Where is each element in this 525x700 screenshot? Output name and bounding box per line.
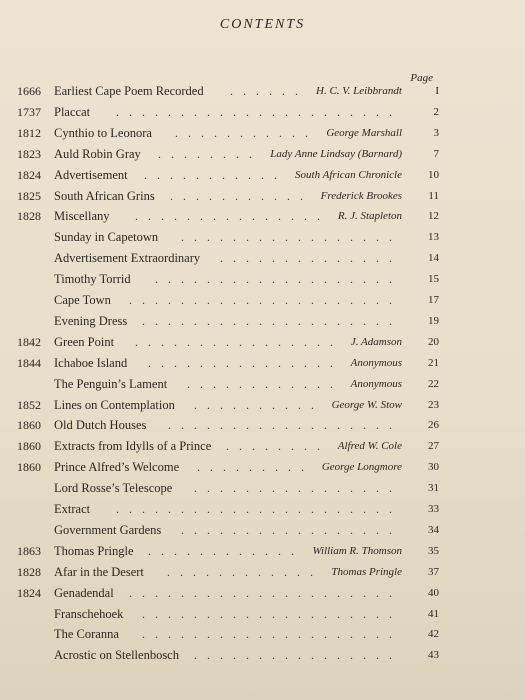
entry-year: 1844 (17, 355, 41, 370)
contents-entry (0, 311, 525, 331)
dot-leader: .................... (142, 606, 402, 621)
entry-page-number: 22 (428, 377, 439, 390)
entry-title: Extracts from Idylls of a Prince (54, 439, 212, 454)
dot-leader: ................. (181, 230, 402, 245)
entry-page-number: 15 (428, 273, 439, 286)
entry-year: 1852 (17, 397, 41, 412)
entry-page-number: 11 (428, 189, 439, 202)
contents-entry (0, 541, 525, 561)
entry-title: Timothy Torrid (54, 272, 131, 287)
dot-leader: ................ (194, 481, 402, 496)
dot-leader: ................ (194, 648, 402, 663)
dot-leader: ............ (167, 564, 323, 579)
entry-page-number: 40 (428, 586, 439, 599)
entry-page-number: 42 (428, 628, 439, 641)
entry-page-number: 33 (428, 503, 439, 515)
entry-title: Afar in the Desert (54, 564, 144, 579)
entry-page-number: 34 (428, 523, 439, 536)
entry-page-number: 3 (433, 126, 439, 139)
contents-entry (0, 269, 525, 289)
entry-page-number: I (435, 85, 439, 97)
contents-entry (0, 520, 525, 540)
contents-entry (0, 562, 525, 582)
dot-leader: .................... (142, 627, 402, 642)
dot-leader: ........ (226, 439, 330, 454)
contents-entry (0, 499, 525, 519)
entry-page-number: 17 (428, 294, 439, 306)
entry-title: Lord Rosse’s Telescope (54, 481, 173, 496)
contents-entry (0, 165, 525, 185)
contents-entry (0, 478, 525, 498)
entry-year: 1823 (17, 146, 41, 161)
entry-year: 1824 (17, 585, 41, 600)
entry-author: George Longmore (321, 461, 402, 474)
dot-leader: ................ (135, 334, 343, 349)
entry-title: Prince Alfred’s Welcome (54, 460, 180, 475)
entry-author: Anonymous (350, 356, 402, 369)
contents-entry (0, 395, 525, 415)
contents-entry (0, 624, 525, 644)
entry-title: Evening Dress (54, 313, 128, 328)
dot-leader: ...................... (116, 502, 402, 516)
dot-leader: ............... (148, 355, 343, 370)
entry-title: Acrostic on Stellenbosch (54, 648, 179, 663)
dot-leader: ......... (197, 460, 314, 475)
contents-entry (0, 415, 525, 435)
entry-page-number: 13 (428, 231, 439, 244)
contents-entry (0, 248, 525, 268)
entry-title: The Penguin’s Lament (54, 376, 168, 391)
dot-leader: ................. (181, 522, 402, 537)
entry-page-number: 31 (428, 482, 439, 495)
contents-entry (0, 206, 525, 226)
entry-title: Cynthio to Leonora (54, 125, 152, 140)
entry-page-number: 35 (428, 544, 439, 557)
entry-title: Miscellany (54, 209, 110, 224)
dot-leader: .................... (142, 313, 402, 328)
entry-year: 1812 (17, 125, 41, 140)
entry-page-number: 2 (433, 105, 439, 118)
entry-author: William R. Thomson (312, 544, 402, 557)
entry-page-number: 23 (428, 398, 439, 411)
entry-page-number: 43 (428, 649, 439, 662)
entry-year: 1737 (17, 104, 41, 119)
dot-leader: .......... (194, 397, 324, 412)
contents-entry (0, 436, 525, 456)
entry-author: Anonymous (350, 377, 402, 390)
entry-page-number: 26 (428, 419, 439, 432)
entry-author: Frederick Brookes (320, 189, 402, 202)
entry-author: George Marshall (326, 126, 402, 139)
entry-title: Advertisement Extraordinary (54, 251, 201, 266)
entry-author: Thomas Pringle (331, 565, 402, 578)
entry-title: Government Gardens (54, 522, 162, 537)
entry-title: The Coranna (54, 627, 119, 642)
contents-entry (0, 186, 525, 206)
entry-author: R. J. Stapleton (337, 210, 402, 223)
entry-title: Green Point (54, 334, 115, 349)
entry-year: 1825 (17, 188, 41, 203)
dot-leader: ............ (148, 543, 304, 558)
entry-page-number: 12 (428, 210, 439, 223)
dot-leader: ...... (230, 84, 308, 98)
dot-leader: ................... (155, 272, 402, 287)
entry-title: Old Dutch Houses (54, 418, 147, 433)
contents-entry (0, 457, 525, 477)
entry-author: Alfred W. Cole (337, 440, 402, 453)
dot-leader: ............... (135, 209, 330, 224)
dot-leader: ........... (170, 188, 313, 203)
entry-title: Earliest Cape Poem Recorded (54, 84, 204, 98)
entry-year: 1860 (17, 460, 41, 475)
contents-entry (0, 123, 525, 143)
entry-author: Lady Anne Lindsay (Barnard) (270, 147, 402, 160)
contents-entry (0, 604, 525, 624)
page-column-label: Page (410, 72, 433, 84)
contents-entry (0, 102, 525, 122)
entry-page-number: 37 (428, 565, 439, 578)
entry-year: 1860 (17, 439, 41, 454)
entry-title: Placcat (54, 104, 91, 119)
dot-leader: ........ (158, 146, 262, 161)
dot-leader: ............ (187, 376, 343, 391)
entry-year: 1824 (17, 167, 41, 182)
dot-leader: .................. (168, 418, 402, 433)
entry-year: 1863 (17, 543, 41, 558)
entry-author: South African Chronicle (295, 168, 402, 181)
entry-page-number: 30 (428, 461, 439, 474)
entry-title: Thomas Pringle (54, 543, 134, 558)
page-title: CONTENTS (219, 17, 306, 32)
entry-year: 1860 (17, 418, 41, 433)
entry-author: H. C. V. Leibbrandt (316, 85, 402, 97)
entry-title: Auld Robin Gray (54, 146, 141, 161)
entry-title: Cape Town (54, 293, 111, 307)
entry-page-number: 7 (433, 147, 439, 160)
dot-leader: ..................... (129, 293, 402, 307)
contents-entry (0, 583, 525, 603)
entry-title: Genadendal (54, 585, 114, 600)
entry-year: 1666 (17, 84, 41, 98)
entry-author: George W. Stow (331, 398, 402, 411)
dot-leader: .............. (220, 251, 402, 266)
entry-page-number: 10 (428, 168, 439, 181)
dot-leader: ...................... (116, 104, 402, 119)
contents-entry (0, 332, 525, 352)
entry-year: 1842 (17, 334, 41, 349)
entry-page-number: 41 (428, 607, 439, 620)
entry-title: Sunday in Capetown (54, 230, 159, 245)
entry-page-number: 27 (428, 440, 439, 453)
dot-leader: ........... (144, 167, 287, 182)
entry-page-number: 19 (428, 314, 439, 327)
entry-page-number: 20 (428, 335, 439, 348)
entry-title: Franschehoek (54, 606, 124, 621)
contents-entry (0, 374, 525, 394)
entry-title: Lines on Contemplation (54, 397, 175, 412)
contents-entry (0, 144, 525, 164)
dot-leader: ..................... (129, 585, 402, 600)
dot-leader: ........... (175, 125, 318, 140)
entry-title: Extract (54, 502, 91, 516)
contents-entry (0, 353, 525, 373)
entry-title: South African Grins (54, 188, 155, 203)
entry-year: 1828 (17, 209, 41, 224)
contents-entry (0, 290, 525, 310)
entry-page-number: 21 (428, 356, 439, 369)
entry-title: Advertisement (54, 167, 128, 182)
entry-year: 1828 (17, 564, 41, 579)
contents-entry (0, 81, 525, 101)
entry-page-number: 14 (428, 252, 439, 265)
contents-entry (0, 227, 525, 247)
entry-author: J. Adamson (350, 335, 402, 348)
entry-title: Ichaboe Island (54, 355, 128, 370)
contents-entry (0, 645, 525, 665)
